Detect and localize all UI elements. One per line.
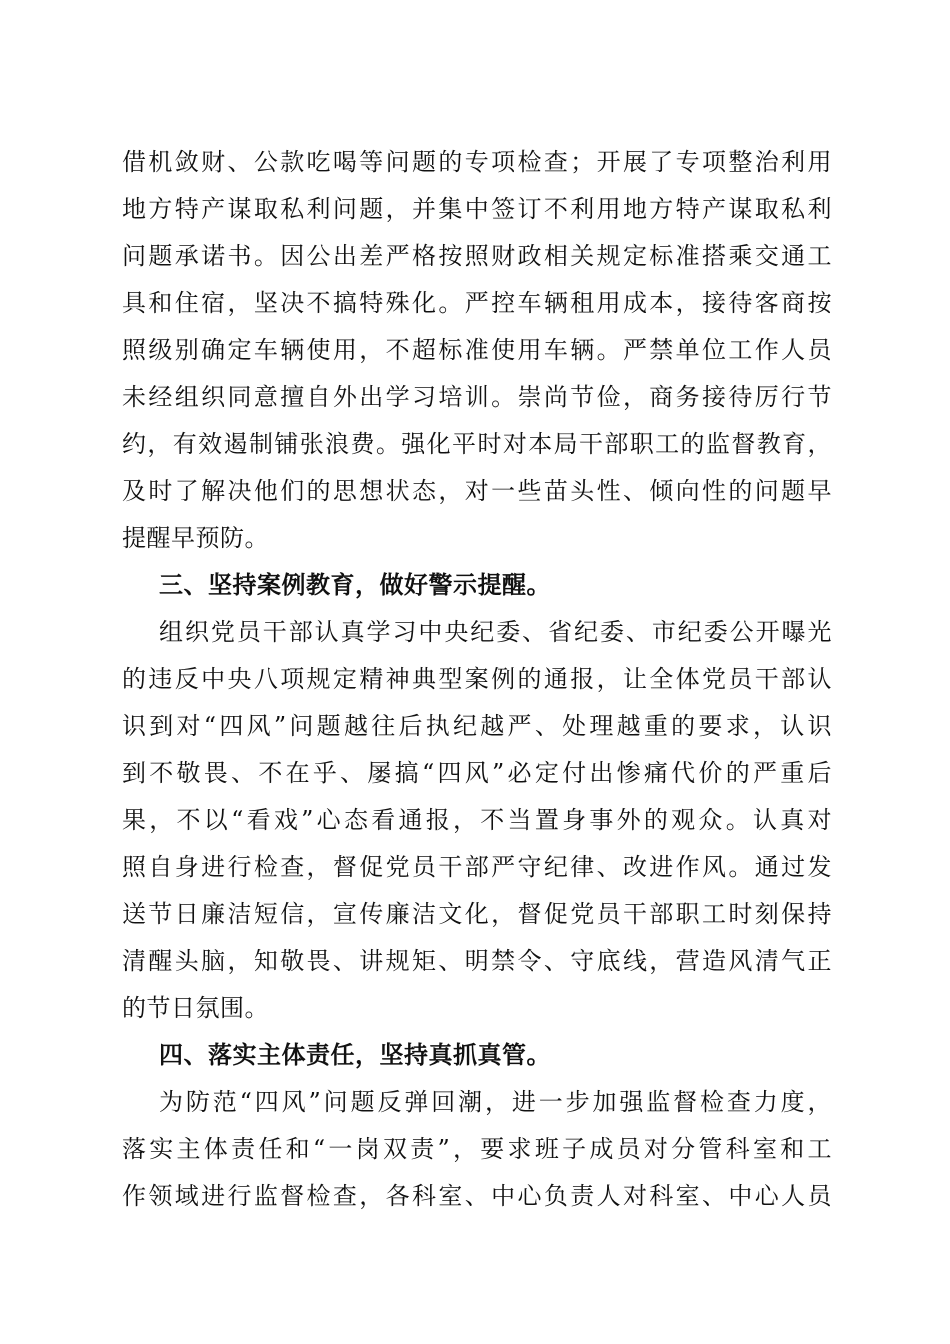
text-line: 提醒早预防。: [122, 524, 269, 552]
text-line: 地方特产谋取私利问题，并集中签订不利用地方特产谋取私利: [122, 195, 832, 223]
text-line: 为防范“四风”问题反弹回潮，进一步加强监督检查力度，: [159, 1088, 832, 1116]
text-line: 的违反中央八项规定精神典型案例的通报，让全体党员干部认: [122, 665, 832, 693]
text-line: 约，有效遏制铺张浪费。强化平时对本局干部职工的监督教育，: [122, 430, 832, 458]
section-heading: 四、落实主体责任，坚持真抓真管。: [159, 1041, 551, 1069]
text-line: 落实主体责任和“一岗双责”，要求班子成员对分管科室和工: [122, 1135, 832, 1163]
text-line: 的节日氛围。: [122, 994, 269, 1022]
text-line: 果，不以“看戏”心态看通报，不当置身事外的观众。认真对: [122, 806, 832, 834]
section-heading: 三、坚持案例教育，做好警示提醒。: [159, 571, 551, 599]
text-line: 作领域进行监督检查，各科室、中心负责人对科室、中心人员: [122, 1182, 832, 1210]
text-line: 未经组织同意擅自外出学习培训。崇尚节俭，商务接待厉行节: [122, 383, 832, 411]
text-line: 及时了解决他们的思想状态，对一些苗头性、倾向性的问题早: [122, 477, 832, 505]
text-line: 问题承诺书。因公出差严格按照财政相关规定标准搭乘交通工: [122, 242, 832, 270]
text-line: 清醒头脑，知敬畏、讲规矩、明禁令、守底线，营造风清气正: [122, 947, 832, 975]
text-line: 组织党员干部认真学习中央纪委、省纪委、市纪委公开曝光: [159, 618, 832, 646]
text-line: 识到对“四风”问题越往后执纪越严、处理越重的要求，认识: [122, 712, 832, 740]
text-line: 具和住宿，坚决不搞特殊化。严控车辆租用成本，接待客商按: [122, 289, 832, 317]
text-line: 送节日廉洁短信，宣传廉洁文化，督促党员干部职工时刻保持: [122, 900, 832, 928]
text-line: 照级别确定车辆使用，不超标准使用车辆。严禁单位工作人员: [122, 336, 832, 364]
text-line: 照自身进行检查，督促党员干部严守纪律、改进作风。通过发: [122, 853, 832, 881]
text-line: 到不敬畏、不在乎、屡搞“四风”必定付出惨痛代价的严重后: [122, 759, 832, 787]
text-line: 借机敛财、公款吃喝等问题的专项检查；开展了专项整治利用: [122, 148, 832, 176]
